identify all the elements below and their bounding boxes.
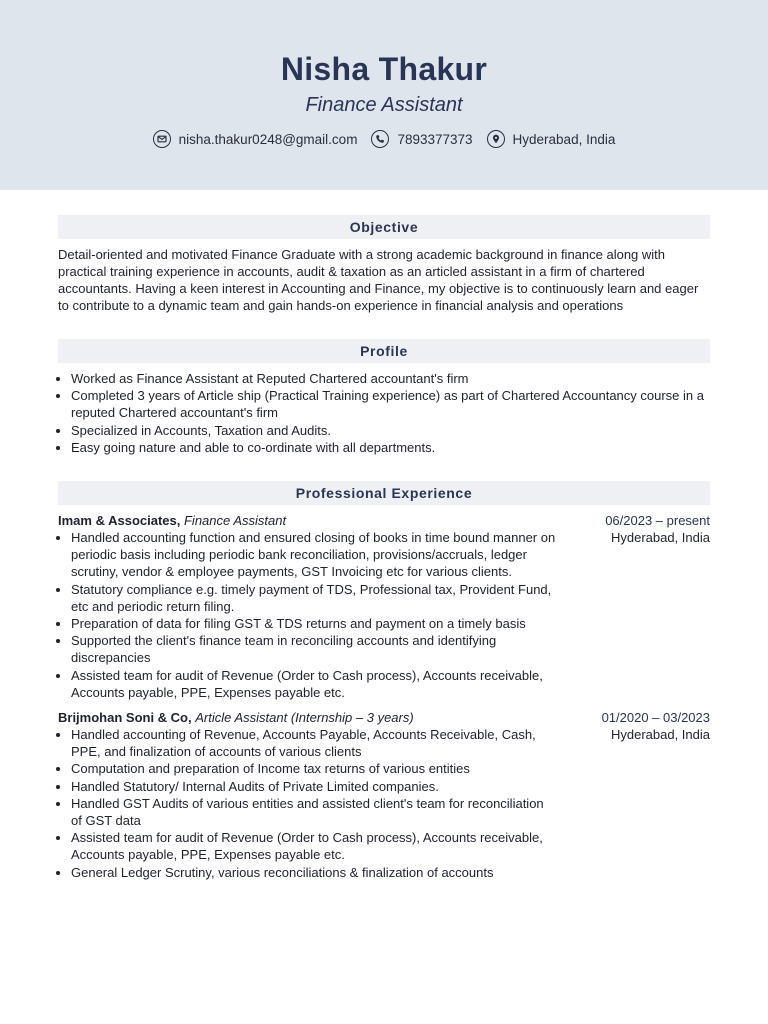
list-item: • Specialized in Accounts, Taxation and Audits. (71, 422, 710, 439)
contact-email[interactable] (153, 130, 358, 148)
list-item: • Handled Statutory/ Internal Audits of Private Limited companies. (71, 778, 558, 795)
list-item: • Worked as Finance Assistant at Reputed Chartered accountant's firm (71, 370, 710, 387)
contact-info (0, 130, 768, 148)
phone-text: 7893377373 (397, 131, 473, 147)
resume-header (0, 0, 768, 190)
resume-body (0, 215, 768, 881)
job-meta (602, 709, 710, 881)
phone-icon (371, 130, 389, 148)
job-duties (58, 529, 558, 701)
job-title: Article Assistant (Internship – 3 years) (195, 710, 414, 726)
job-title: Finance Assistant (183, 513, 287, 529)
section-title-profile: Profile (58, 339, 710, 363)
job-heading (58, 512, 558, 529)
candidate-role: Finance Assistant (305, 94, 463, 116)
list-item: • Preparation of data for filing GST & TDS returns and payment on a timely basis (71, 615, 558, 632)
email-icon (153, 130, 171, 148)
job-meta (605, 512, 710, 701)
candidate-name: Nisha Thakur (280, 51, 488, 87)
job-entry (58, 709, 710, 881)
location-text: Hyderabad, India (512, 131, 616, 147)
job-duties (58, 726, 558, 881)
list-item: • Handled accounting of Revenue, Accounts Payable, Accounts Receivable, Cash, PPE, and finalization of accounts of various clients (71, 726, 558, 760)
company-name: Imam & Associates, (58, 513, 181, 529)
list-item: • General Ledger Scrutiny, various reconciliations & finalization of accounts (71, 864, 558, 881)
contact-location (487, 130, 616, 148)
company-name: Brijmohan Soni & Co, (58, 710, 192, 726)
list-item: • Supported the client's finance team in reconciling accounts and identifying discrepancies (71, 632, 558, 666)
list-item: • Easy going nature and able to co-ordinate with all departments. (71, 439, 710, 456)
job-location: Hyderabad, India (610, 530, 710, 546)
list-item: • Computation and preparation of Income tax returns of various entities (71, 760, 558, 777)
section-title-experience: Professional Experience (58, 481, 710, 505)
list-item: • Statutory compliance e.g. timely payment of TDS, Professional tax, Provident Fund, etc and periodic return filing. (71, 581, 558, 615)
contact-phone[interactable] (371, 130, 472, 148)
list-item: • Handled GST Audits of various entities and assisted client's team for reconciliation of GST data (71, 795, 558, 829)
objective-text: Detail-oriented and motivated Finance Graduate with a strong academic background in finance along with practical training experience in accounts, audit & taxation as an articled assistant in a firm of chartered accountants. Having a keen interest in Accounting and Finance, my objective is to continuously learn and eager to contribute to a dynamic team and gain hands-on experience in financial analysis and operations (58, 247, 699, 313)
list-item: • Assisted team for audit of Revenue (Order to Cash process), Accounts receivable, Accounts payable, PPE, Expenses payable etc. (71, 829, 558, 863)
job-details (58, 512, 558, 701)
list-item: • Completed 3 years of Article ship (Practical Training experience) as part of Chartered Accountancy course in a reputed Chartered accountant's firm (71, 387, 710, 421)
job-dates: 06/2023 – present (605, 513, 710, 529)
job-location: Hyderabad, India (610, 727, 710, 743)
list-item: • Assisted team for audit of Revenue (Order to Cash process), Accounts receivable, Accounts payable, PPE, Expenses payable etc. (71, 667, 558, 701)
job-details (58, 709, 558, 881)
email-text: nisha.thakur0248@gmail.com (178, 131, 358, 147)
section-title-objective: Objective (58, 215, 710, 239)
profile-list (58, 370, 710, 456)
location-icon (487, 130, 505, 148)
job-dates: 01/2020 – 03/2023 (601, 710, 710, 726)
job-heading (58, 709, 558, 726)
job-entry (58, 512, 710, 701)
list-item: • Handled accounting function and ensured closing of books in time bound manner on periodic basis including periodic bank reconciliation, provisions/accruals, ledger scrutiny, vendor & employee payments, GST Invoicing etc for various clients. (71, 529, 558, 581)
